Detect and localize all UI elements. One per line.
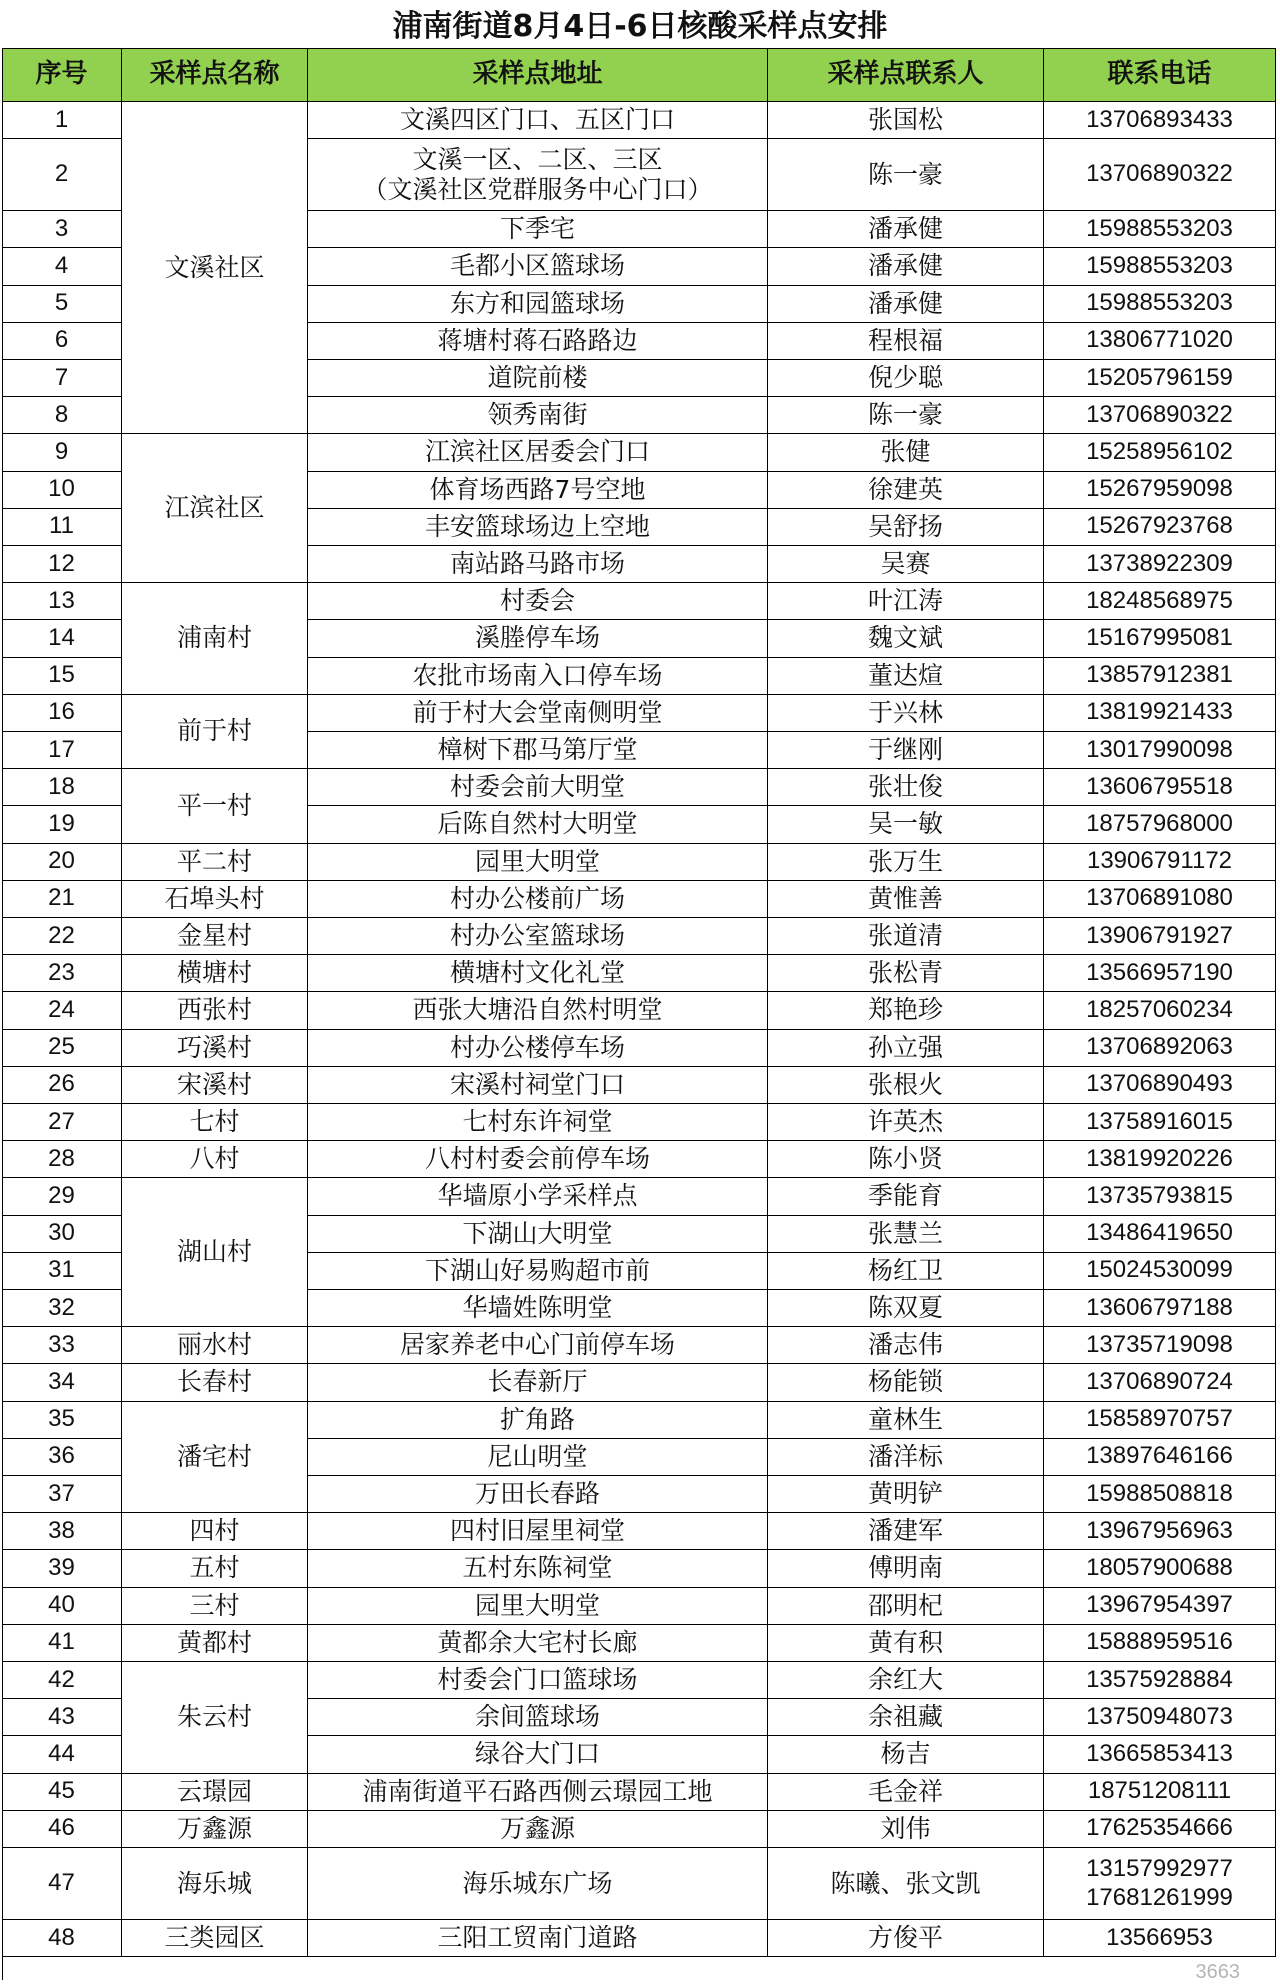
- contact-person-cell: 杨红卫: [768, 1253, 1044, 1290]
- row-number: 40: [2, 1588, 122, 1625]
- contact-person-cell: 张道清: [768, 918, 1044, 955]
- phone-number-cell: 13706890493: [1044, 1067, 1276, 1104]
- phone-number-cell: 13665853413: [1044, 1736, 1276, 1773]
- row-number: 18: [2, 769, 122, 806]
- row-number: 14: [2, 620, 122, 657]
- phone-number-cell: 13967954397: [1044, 1588, 1276, 1625]
- phone-number-cell: 13566957190: [1044, 955, 1276, 992]
- phone-number-cell: 15888959516: [1044, 1625, 1276, 1662]
- phone-number-cell: 15258956102: [1044, 434, 1276, 471]
- phone-number-cell: 13575928884: [1044, 1662, 1276, 1699]
- contact-person-cell: 吴舒扬: [768, 509, 1044, 546]
- contact-person-cell: 孙立强: [768, 1030, 1044, 1067]
- site-address-cell: 五村东陈祠堂: [308, 1550, 768, 1587]
- site-name-cell: 浦南村: [122, 583, 308, 695]
- site-address-cell: 文溪四区门口、五区门口: [308, 102, 768, 139]
- row-number: 28: [2, 1141, 122, 1178]
- site-address-cell: 文溪一区、二区、三区 （文溪社区党群服务中心门口）: [308, 139, 768, 211]
- row-number: 16: [2, 695, 122, 732]
- phone-number-cell: 13750948073: [1044, 1699, 1276, 1736]
- row-number: 1: [2, 102, 122, 139]
- site-name-cell: 丽水村: [122, 1327, 308, 1364]
- row-number: 22: [2, 918, 122, 955]
- phone-number-cell: 13906791172: [1044, 844, 1276, 881]
- phone-number-cell: 15988553203: [1044, 211, 1276, 248]
- phone-number-cell: 18057900688: [1044, 1550, 1276, 1587]
- phone-number-cell: 13157992977 17681261999: [1044, 1848, 1276, 1920]
- contact-person-cell: 陈双夏: [768, 1290, 1044, 1327]
- contact-person-cell: 余祖藏: [768, 1699, 1044, 1736]
- contact-person-cell: 张根火: [768, 1067, 1044, 1104]
- site-name-cell: 宋溪村: [122, 1067, 308, 1104]
- site-address-cell: 村办公楼前广场: [308, 881, 768, 918]
- site-name-cell: 海乐城: [122, 1848, 308, 1920]
- contact-person-cell: 叶江涛: [768, 583, 1044, 620]
- site-address-cell: 下湖山好易购超市前: [308, 1253, 768, 1290]
- site-address-cell: 长春新厅: [308, 1364, 768, 1401]
- phone-number-cell: 15858970757: [1044, 1402, 1276, 1439]
- site-address-cell: 三阳工贸南门道路: [308, 1920, 768, 1957]
- site-address-cell: 溪塍停车场: [308, 620, 768, 657]
- row-number: 4: [2, 248, 122, 285]
- row-number: 37: [2, 1476, 122, 1513]
- contact-person-cell: 潘志伟: [768, 1327, 1044, 1364]
- site-name-cell: 七村: [122, 1104, 308, 1141]
- row-number: 31: [2, 1253, 122, 1290]
- row-number: 10: [2, 472, 122, 509]
- site-address-cell: 村办公楼停车场: [308, 1030, 768, 1067]
- phone-number-cell: 13738922309: [1044, 546, 1276, 583]
- contact-person-cell: 陈曦、张文凯: [768, 1848, 1044, 1920]
- phone-number-cell: 13017990098: [1044, 732, 1276, 769]
- site-address-cell: 华墙姓陈明堂: [308, 1290, 768, 1327]
- phone-number-cell: 13806771020: [1044, 323, 1276, 360]
- row-number: 42: [2, 1662, 122, 1699]
- row-number: 2: [2, 139, 122, 211]
- phone-number-cell: 13819920226: [1044, 1141, 1276, 1178]
- site-address-cell: 村办公室篮球场: [308, 918, 768, 955]
- row-number: 44: [2, 1736, 122, 1773]
- row-number: 7: [2, 360, 122, 397]
- phone-number-cell: 15267923768: [1044, 509, 1276, 546]
- row-number: 46: [2, 1811, 122, 1848]
- site-address-cell: 蒋塘村蒋石路路边: [308, 323, 768, 360]
- site-address-cell: 华墙原小学采样点: [308, 1178, 768, 1215]
- site-name-cell: 横塘村: [122, 955, 308, 992]
- site-address-cell: 江滨社区居委会门口: [308, 434, 768, 471]
- contact-person-cell: 张壮俊: [768, 769, 1044, 806]
- contact-person-cell: 潘洋标: [768, 1439, 1044, 1476]
- phone-number-cell: 13735793815: [1044, 1178, 1276, 1215]
- row-number: 33: [2, 1327, 122, 1364]
- site-name-cell: 前于村: [122, 695, 308, 769]
- phone-number-cell: 13706892063: [1044, 1030, 1276, 1067]
- site-address-cell: 南站路马路市场: [308, 546, 768, 583]
- row-number: 3: [2, 211, 122, 248]
- site-address-cell: 农批市场南入口停车场: [308, 658, 768, 695]
- contact-person-cell: 程根福: [768, 323, 1044, 360]
- contact-person-cell: 魏文斌: [768, 620, 1044, 657]
- contact-person-cell: 刘伟: [768, 1811, 1044, 1848]
- contact-person-cell: 倪少聪: [768, 360, 1044, 397]
- site-name-cell: 三村: [122, 1588, 308, 1625]
- contact-person-cell: 杨吉: [768, 1736, 1044, 1773]
- site-address-cell: 领秀南街: [308, 397, 768, 434]
- site-name-cell: 五村: [122, 1550, 308, 1587]
- page-title: 浦南街道8月4日-6日核酸采样点安排: [392, 9, 888, 44]
- site-name-cell: 石埠头村: [122, 881, 308, 918]
- contact-person-cell: 童林生: [768, 1402, 1044, 1439]
- site-name-cell: 云璟园: [122, 1774, 308, 1811]
- site-address-cell: 道院前楼: [308, 360, 768, 397]
- site-address-cell: 余间篮球场: [308, 1699, 768, 1736]
- watermark: 3663: [1195, 1961, 1240, 1983]
- row-number: 6: [2, 323, 122, 360]
- phone-number-cell: 13606797188: [1044, 1290, 1276, 1327]
- site-address-cell: 横塘村文化礼堂: [308, 955, 768, 992]
- contact-person-cell: 张慧兰: [768, 1216, 1044, 1253]
- phone-number-cell: 13706893433: [1044, 102, 1276, 139]
- phone-number-cell: 13706891080: [1044, 881, 1276, 918]
- phone-number-cell: 13706890724: [1044, 1364, 1276, 1401]
- phone-number-cell: 18248568975: [1044, 583, 1276, 620]
- site-address-cell: 下湖山大明堂: [308, 1216, 768, 1253]
- row-number: 11: [2, 509, 122, 546]
- header-contact: 采样点联系人: [768, 48, 1044, 102]
- contact-person-cell: 于继刚: [768, 732, 1044, 769]
- site-address-cell: 八村村委会前停车场: [308, 1141, 768, 1178]
- site-address-cell: 扩角路: [308, 1402, 768, 1439]
- contact-person-cell: 潘承健: [768, 211, 1044, 248]
- site-name-cell: 黄都村: [122, 1625, 308, 1662]
- row-number: 30: [2, 1216, 122, 1253]
- row-number: 19: [2, 806, 122, 843]
- contact-person-cell: 黄明铲: [768, 1476, 1044, 1513]
- site-name-cell: 朱云村: [122, 1662, 308, 1774]
- row-number: 27: [2, 1104, 122, 1141]
- phone-number-cell: 13706890322: [1044, 139, 1276, 211]
- site-address-cell: 四村旧屋里祠堂: [308, 1513, 768, 1550]
- site-name-cell: 文溪社区: [122, 102, 308, 434]
- row-number: 47: [2, 1848, 122, 1920]
- contact-person-cell: 张健: [768, 434, 1044, 471]
- phone-number-cell: 15988508818: [1044, 1476, 1276, 1513]
- site-name-cell: 潘宅村: [122, 1402, 308, 1514]
- contact-person-cell: 于兴林: [768, 695, 1044, 732]
- row-number: 20: [2, 844, 122, 881]
- contact-person-cell: 邵明杞: [768, 1588, 1044, 1625]
- contact-person-cell: 吴一敏: [768, 806, 1044, 843]
- contact-person-cell: 方俊平: [768, 1920, 1044, 1957]
- site-name-cell: 长春村: [122, 1364, 308, 1401]
- row-number: 17: [2, 732, 122, 769]
- phone-number-cell: 18257060234: [1044, 992, 1276, 1029]
- site-address-cell: 村委会前大明堂: [308, 769, 768, 806]
- row-number: 39: [2, 1550, 122, 1587]
- site-address-cell: 村委会: [308, 583, 768, 620]
- row-number: 5: [2, 286, 122, 323]
- contact-person-cell: 张松青: [768, 955, 1044, 992]
- contact-person-cell: 毛金祥: [768, 1774, 1044, 1811]
- site-address-cell: 宋溪村祠堂门口: [308, 1067, 768, 1104]
- row-number: 43: [2, 1699, 122, 1736]
- row-number: 12: [2, 546, 122, 583]
- site-address-cell: 毛都小区篮球场: [308, 248, 768, 285]
- contact-person-cell: 张万生: [768, 844, 1044, 881]
- contact-person-cell: 潘建军: [768, 1513, 1044, 1550]
- contact-person-cell: 陈小贤: [768, 1141, 1044, 1178]
- site-address-cell: 西张大塘沿自然村明堂: [308, 992, 768, 1029]
- site-address-cell: 七村东许祠堂: [308, 1104, 768, 1141]
- site-address-cell: 东方和园篮球场: [308, 286, 768, 323]
- site-address-cell: 绿谷大门口: [308, 1736, 768, 1773]
- row-number: 32: [2, 1290, 122, 1327]
- phone-number-cell: 13735719098: [1044, 1327, 1276, 1364]
- site-address-cell: 樟树下郡马第厅堂: [308, 732, 768, 769]
- site-name-cell: 西张村: [122, 992, 308, 1029]
- contact-person-cell: 张国松: [768, 102, 1044, 139]
- phone-number-cell: 15988553203: [1044, 286, 1276, 323]
- phone-number-cell: 15988553203: [1044, 248, 1276, 285]
- header-phone: 联系电话: [1044, 48, 1276, 102]
- site-address-cell: 体育场西路7号空地: [308, 472, 768, 509]
- contact-person-cell: 季能育: [768, 1178, 1044, 1215]
- contact-person-cell: 杨能锁: [768, 1364, 1044, 1401]
- contact-person-cell: 陈一豪: [768, 139, 1044, 211]
- site-name-cell: 金星村: [122, 918, 308, 955]
- contact-person-cell: 黄有积: [768, 1625, 1044, 1662]
- contact-person-cell: 潘承健: [768, 248, 1044, 285]
- site-name-cell: 平二村: [122, 844, 308, 881]
- site-address-cell: 尼山明堂: [308, 1439, 768, 1476]
- site-address-cell: 园里大明堂: [308, 1588, 768, 1625]
- site-address-cell: 村委会门口篮球场: [308, 1662, 768, 1699]
- phone-number-cell: 18751208111: [1044, 1774, 1276, 1811]
- phone-number-cell: 13758916015: [1044, 1104, 1276, 1141]
- row-number: 21: [2, 881, 122, 918]
- site-address-cell: 下季宅: [308, 211, 768, 248]
- contact-person-cell: 吴赛: [768, 546, 1044, 583]
- phone-number-cell: 17625354666: [1044, 1811, 1276, 1848]
- row-number: 45: [2, 1774, 122, 1811]
- contact-person-cell: 郑艳珍: [768, 992, 1044, 1029]
- contact-person-cell: 徐建英: [768, 472, 1044, 509]
- site-address-cell: 黄都余大宅村长廊: [308, 1625, 768, 1662]
- site-name-cell: 平一村: [122, 769, 308, 843]
- site-address-cell: 万田长春路: [308, 1476, 768, 1513]
- phone-number-cell: 13606795518: [1044, 769, 1276, 806]
- site-name-cell: 四村: [122, 1513, 308, 1550]
- row-number: 36: [2, 1439, 122, 1476]
- phone-number-cell: 13906791927: [1044, 918, 1276, 955]
- phone-number-cell: 15167995081: [1044, 620, 1276, 657]
- phone-number-cell: 13566953: [1044, 1920, 1276, 1957]
- row-number: 41: [2, 1625, 122, 1662]
- phone-number-cell: 13967956963: [1044, 1513, 1276, 1550]
- row-number: 9: [2, 434, 122, 471]
- row-number: 29: [2, 1178, 122, 1215]
- site-address-cell: 丰安篮球场边上空地: [308, 509, 768, 546]
- site-address-cell: 海乐城东广场: [308, 1848, 768, 1920]
- contact-person-cell: 傅明南: [768, 1550, 1044, 1587]
- sampling-sites-table: [2, 48, 1276, 1980]
- phone-number-cell: 13819921433: [1044, 695, 1276, 732]
- phone-number-cell: 18757968000: [1044, 806, 1276, 843]
- site-name-cell: 万鑫源: [122, 1811, 308, 1848]
- row-number: 34: [2, 1364, 122, 1401]
- phone-number-cell: 15267959098: [1044, 472, 1276, 509]
- header-seq: 序号: [2, 48, 122, 102]
- row-number: 23: [2, 955, 122, 992]
- site-name-cell: 三类园区: [122, 1920, 308, 1957]
- site-address-cell: 园里大明堂: [308, 844, 768, 881]
- site-address-cell: 后陈自然村大明堂: [308, 806, 768, 843]
- row-number: 38: [2, 1513, 122, 1550]
- phone-number-cell: 15024530099: [1044, 1253, 1276, 1290]
- contact-person-cell: 董达煊: [768, 658, 1044, 695]
- row-number: 8: [2, 397, 122, 434]
- row-number: 35: [2, 1402, 122, 1439]
- site-address-cell: 浦南街道平石路西侧云璟园工地: [308, 1774, 768, 1811]
- site-name-cell: 江滨社区: [122, 434, 308, 583]
- site-name-cell: 巧溪村: [122, 1030, 308, 1067]
- site-address-cell: 万鑫源: [308, 1811, 768, 1848]
- contact-person-cell: 黄惟善: [768, 881, 1044, 918]
- contact-person-cell: 潘承健: [768, 286, 1044, 323]
- row-number: 25: [2, 1030, 122, 1067]
- contact-person-cell: 陈一豪: [768, 397, 1044, 434]
- row-number: 26: [2, 1067, 122, 1104]
- site-address-cell: 前于村大会堂南侧明堂: [308, 695, 768, 732]
- phone-number-cell: 15205796159: [1044, 360, 1276, 397]
- header-address: 采样点地址: [308, 48, 768, 102]
- phone-number-cell: 13486419650: [1044, 1216, 1276, 1253]
- row-number: 48: [2, 1920, 122, 1957]
- phone-number-cell: 13857912381: [1044, 658, 1276, 695]
- row-number: 13: [2, 583, 122, 620]
- site-name-cell: 湖山村: [122, 1178, 308, 1327]
- contact-person-cell: 余红大: [768, 1662, 1044, 1699]
- contact-person-cell: 许英杰: [768, 1104, 1044, 1141]
- header-site-name: 采样点名称: [122, 48, 308, 102]
- phone-number-cell: 13897646166: [1044, 1439, 1276, 1476]
- row-number: 24: [2, 992, 122, 1029]
- site-address-cell: 居家养老中心门前停车场: [308, 1327, 768, 1364]
- phone-number-cell: 13706890322: [1044, 397, 1276, 434]
- row-number: 15: [2, 658, 122, 695]
- site-name-cell: 八村: [122, 1141, 308, 1178]
